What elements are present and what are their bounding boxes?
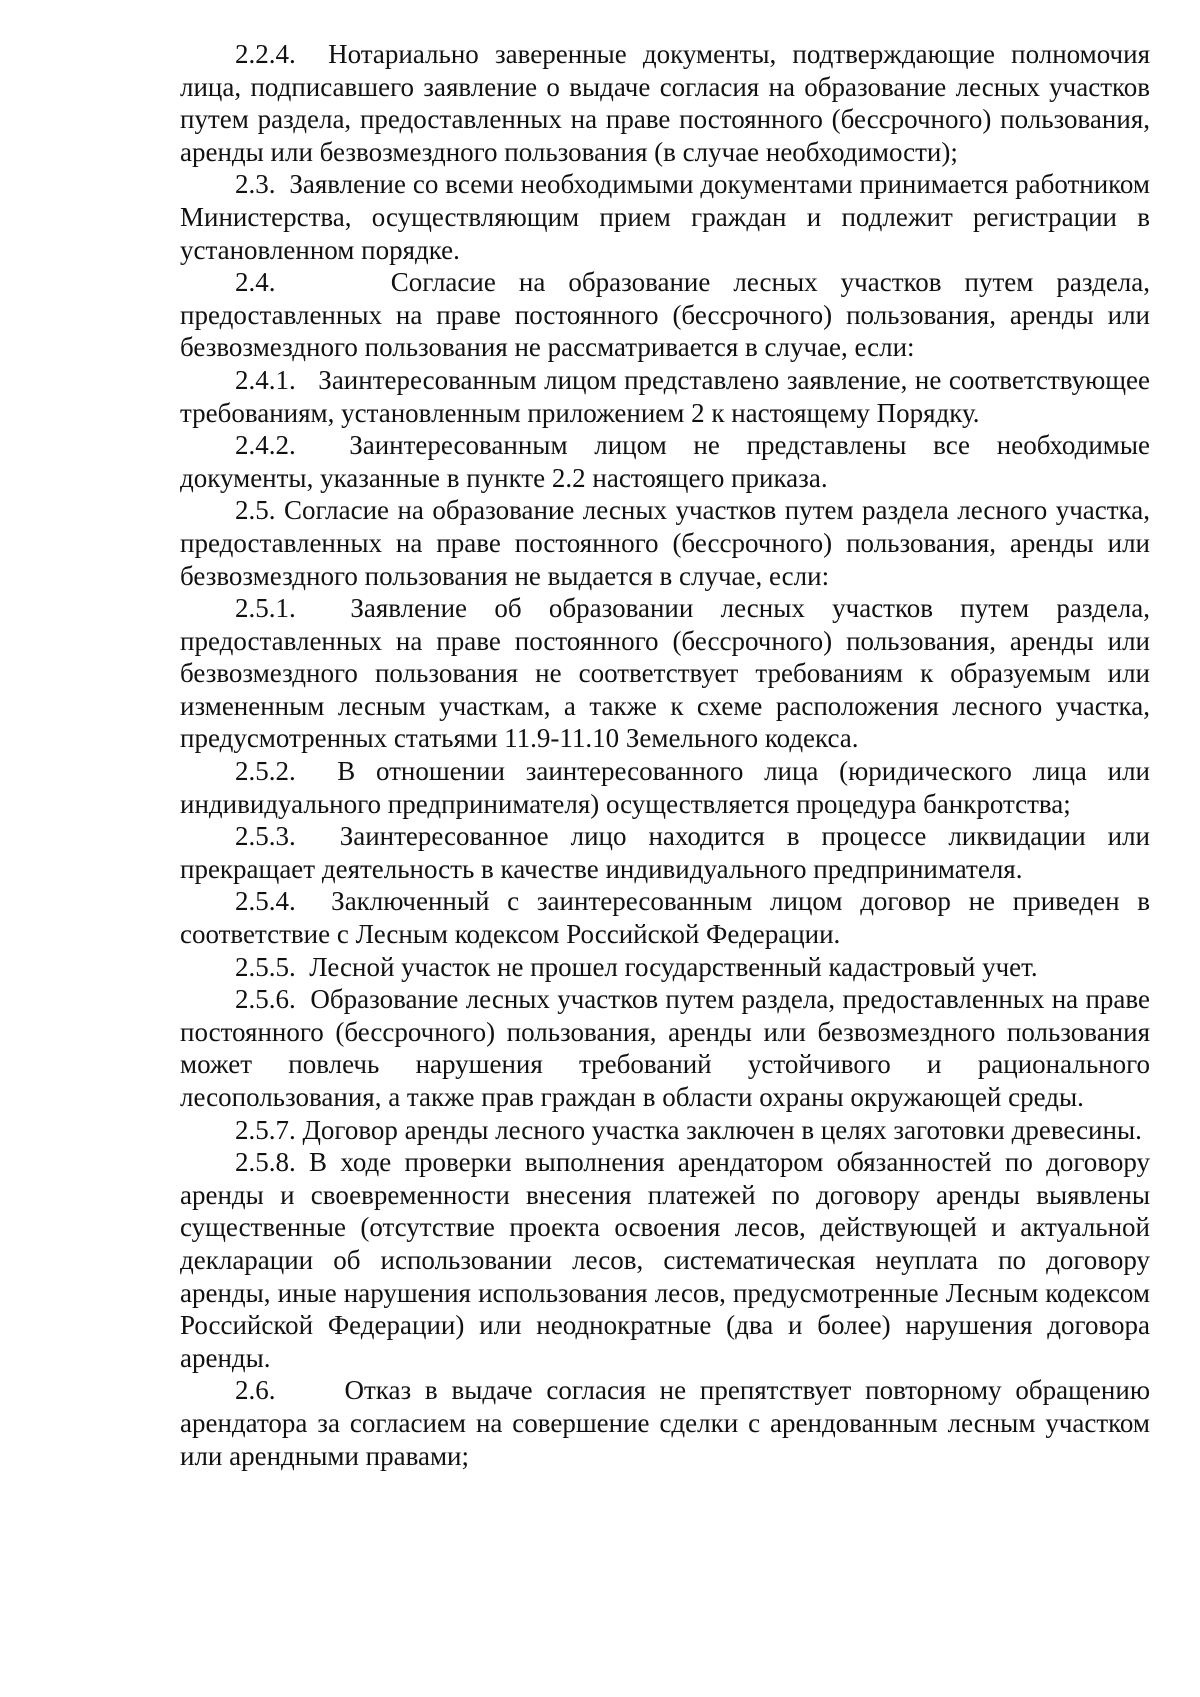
paragraph-2-5-5: 2.5.5. Лесной участок не прошел государственный кадастровый учет. bbox=[235, 951, 1038, 982]
paragraph-2-5-3: 2.5.3. Заинтересованное лицо находится в процессе ликвидации или прекращает деятельность в качестве индивидуального предпринимателя. bbox=[180, 821, 1150, 884]
paragraph-2-3: 2.3. Заявление со всеми необходимыми документами принимается работником Министерства, осуществляющим прием граждан и подлежит регистрации в установленном порядке. bbox=[180, 169, 1150, 265]
paragraph-2-6: 2.6. Отказ в выдаче согласия не препятствует повторному обращению арендатора за согласием на совершение сделки с арендованным лесным участком или арендными правами; bbox=[180, 1375, 1150, 1471]
paragraph-2-5-8: 2.5.8. В ходе проверки выполнения арендатором обязанностей по договору аренды и своевременности внесения платежей по договору аренды выявлены существенные (отсутствие проекта освоения лесов, действующей и актуальной декларации об использовании лесов, систематическая неуплата по договору аренды, иные нарушения использования лесов, предусмотренные Лесным кодексом Российской Федерации) или неоднократные (два и более) нарушения договора аренды. bbox=[180, 1147, 1150, 1373]
paragraph-2-2-4: 2.2.4. Нотариально заверенные документы, подтверждающие полномочия лица, подписавшего заявление о выдаче согласия на образование лесных участков путем раздела, предоставленных на праве постоянного (бессрочного) пользования, аренды или безвозмездного пользования (в случае необходимости); bbox=[180, 39, 1150, 167]
paragraph-2-4: 2.4. Согласие на образование лесных участков путем раздела, предоставленных на праве постоянного (бессрочного) пользования, аренды или безвозмездного пользования не рассматривается в случае, если: bbox=[180, 267, 1150, 363]
paragraph-2-4-2: 2.4.2. Заинтересованным лицом не представлены все необходимые документы, указанные в пункте 2.2 настоящего приказа. bbox=[180, 430, 1150, 493]
paragraph-2-4-1: 2.4.1. Заинтересованным лицом представлено заявление, не соответствующее требованиям, установленным приложением 2 к настоящему Порядку. bbox=[180, 364, 1150, 428]
paragraph-2-5-6: 2.5.6. Образование лесных участков путем раздела, предоставленных на праве постоянного (бессрочного) пользования, аренды или безвозмездного пользования может повлечь нарушения требований устойчивого и рационального лесопользования, а также прав граждан в области охраны окружающей среды. bbox=[180, 984, 1150, 1112]
document-body bbox=[180, 38, 1150, 1472]
paragraph-2-5-4: 2.5.4. Заключенный с заинтересованным лицом договор не приведен в соответствие с Лесным кодексом Российской Федерации. bbox=[180, 886, 1150, 950]
paragraph-2-5-2: 2.5.2. В отношении заинтересованного лица (юридического лица или индивидуального предпринимателя) осуществляется процедура банкротства; bbox=[180, 756, 1150, 819]
paragraph-2-5: 2.5. Согласие на образование лесных участков путем раздела лесного участка, предоставленных на праве постоянного (бессрочного) пользования, аренды или безвозмездного пользования не выдается в случае, если: bbox=[180, 495, 1150, 591]
paragraph-2-5-1: 2.5.1. Заявление об образовании лесных участков путем раздела, предоставленных на праве постоянного (бессрочного) пользования, аренды или безвозмездного пользования не соответствует требованиям к образуемым или измененным лесным участкам, а также к схеме расположения лесного участка, предусмотренных статьями 11.9-11.10 Земельного кодекса. bbox=[180, 593, 1150, 754]
paragraph-2-5-7: 2.5.7. Договор аренды лесного участка заключен в целях заготовки древесины. bbox=[235, 1114, 1142, 1145]
